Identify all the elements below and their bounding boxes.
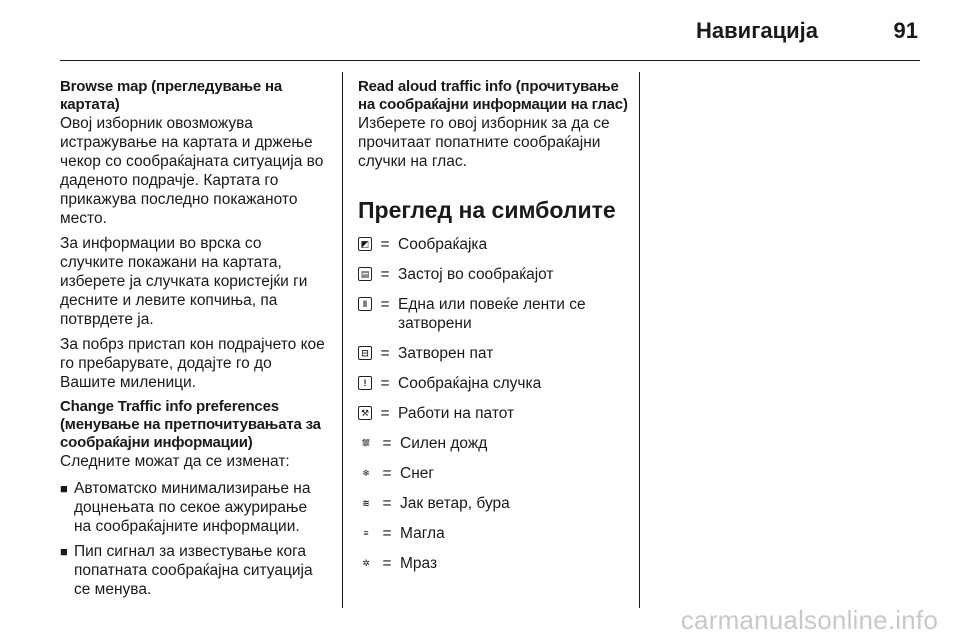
equals-sign: = xyxy=(380,345,390,362)
fog-icon: ≡ xyxy=(363,527,369,538)
header-rule xyxy=(60,60,920,61)
left-column xyxy=(60,78,328,605)
road-closed-icon: ⊟ xyxy=(358,346,372,360)
symbol-label: Мраз xyxy=(400,555,438,572)
symbol-label: Силен дожд xyxy=(400,435,488,452)
browse-map-section xyxy=(60,78,328,392)
snow-icon: ❄ xyxy=(362,467,370,478)
symbol-row-lanes-closed xyxy=(358,295,630,344)
bullet-square-icon: ■ xyxy=(60,481,68,496)
browse-map-heading: Browse map (прегледување на картата) xyxy=(60,78,282,113)
symbol-row-road-closed xyxy=(358,344,630,374)
read-aloud-section xyxy=(358,78,630,171)
traffic-preferences-heading: Change Traffic info preferences (менување на претпочитувањата за сообраќајни информации) xyxy=(60,398,321,451)
equals-sign: = xyxy=(382,435,392,452)
symbols-heading: Преглед на симболите xyxy=(358,197,616,223)
equals-sign: = xyxy=(380,405,390,422)
symbol-label: Една или повеќе ленти се затворени xyxy=(398,296,586,332)
symbol-row-traffic-jam xyxy=(358,235,630,265)
page-number: 91 xyxy=(893,18,918,43)
bullet-square-icon: ■ xyxy=(60,544,68,559)
read-aloud-paragraph: Изберете го овој изборник за да се прочитаат попатните сообраќајни случки на глас. xyxy=(358,115,610,170)
equals-sign: = xyxy=(382,495,392,512)
browse-map-paragraph-2: За информации во врска со случките покажани на картата, изберете ја случката користејќи ги десните и левите копчиња, па потврдете ја. xyxy=(60,235,308,328)
equals-sign: = xyxy=(380,266,390,283)
traffic-jam-icon: ◩ xyxy=(358,237,372,251)
equals-sign: = xyxy=(380,296,390,313)
read-aloud-heading: Read aloud traffic info (прочитување на сообраќајни информации на глас) xyxy=(358,78,628,113)
equals-sign: = xyxy=(380,236,390,253)
heavy-rain-icon: ⛆ xyxy=(362,437,370,448)
lanes-closed-icon: ‖ xyxy=(358,297,372,311)
equals-sign: = xyxy=(380,375,390,392)
symbol-label: Застој во сообраќајот xyxy=(398,266,554,283)
symbol-row-snow xyxy=(358,464,630,494)
symbol-label: Јак ветар, бура xyxy=(400,495,510,512)
roadworks-icon: ⚒ xyxy=(358,406,372,420)
symbol-row-wind xyxy=(358,494,630,524)
traffic-preferences-intro: Следните можат да се изменат: xyxy=(60,453,290,470)
browse-map-paragraph-1: Овој изборник овозможува истражување на картата и држење чекор со сообраќајната ситуација во даденото подрачје. Картата го прикажува последно покажаното место. xyxy=(60,115,324,227)
symbols-list xyxy=(358,235,630,584)
congestion-icon: ▤ xyxy=(358,267,372,281)
equals-sign: = xyxy=(382,465,392,482)
symbol-label: Магла xyxy=(400,525,445,542)
symbol-row-congestion xyxy=(358,265,630,295)
middle-column xyxy=(358,78,630,584)
list-item-text: Пип сигнал за известување кога попатната сообраќајна ситуација се менува. xyxy=(74,543,313,598)
column-divider-1 xyxy=(342,72,343,608)
column-divider-2 xyxy=(639,72,640,608)
symbol-label: Сообраќајка xyxy=(398,236,488,253)
incident-icon: ! xyxy=(358,376,372,390)
symbol-row-frost xyxy=(358,554,630,584)
symbol-row-incident xyxy=(358,374,630,404)
symbol-label: Работи на патот xyxy=(398,405,515,422)
list-item-text: Автоматско минимализирање на доцнењата по секое ажурирање на сообраќајните информации. xyxy=(74,480,311,535)
browse-map-paragraph-3: За побрз пристап кон подрајчето кое го пребарувате, додајте го до Вашите миленици. xyxy=(60,336,325,391)
symbol-label: Затворен пат xyxy=(398,345,494,362)
watermark-brand: carmanualsonline.info xyxy=(680,605,938,635)
page-header-title: Навигација xyxy=(696,18,818,43)
equals-sign: = xyxy=(382,555,392,572)
symbol-row-heavy-rain xyxy=(358,434,630,464)
wind-icon: ≋ xyxy=(362,497,370,508)
traffic-preferences-section xyxy=(60,398,328,599)
symbol-label: Сообраќајна случка xyxy=(398,375,542,392)
symbol-row-fog xyxy=(358,524,630,554)
equals-sign: = xyxy=(382,525,392,542)
traffic-preferences-list xyxy=(60,479,328,599)
list-item xyxy=(60,479,328,536)
symbol-label: Снег xyxy=(400,465,435,482)
frost-icon: ✲ xyxy=(362,557,370,568)
symbol-row-roadworks xyxy=(358,404,630,434)
list-item xyxy=(60,542,328,599)
